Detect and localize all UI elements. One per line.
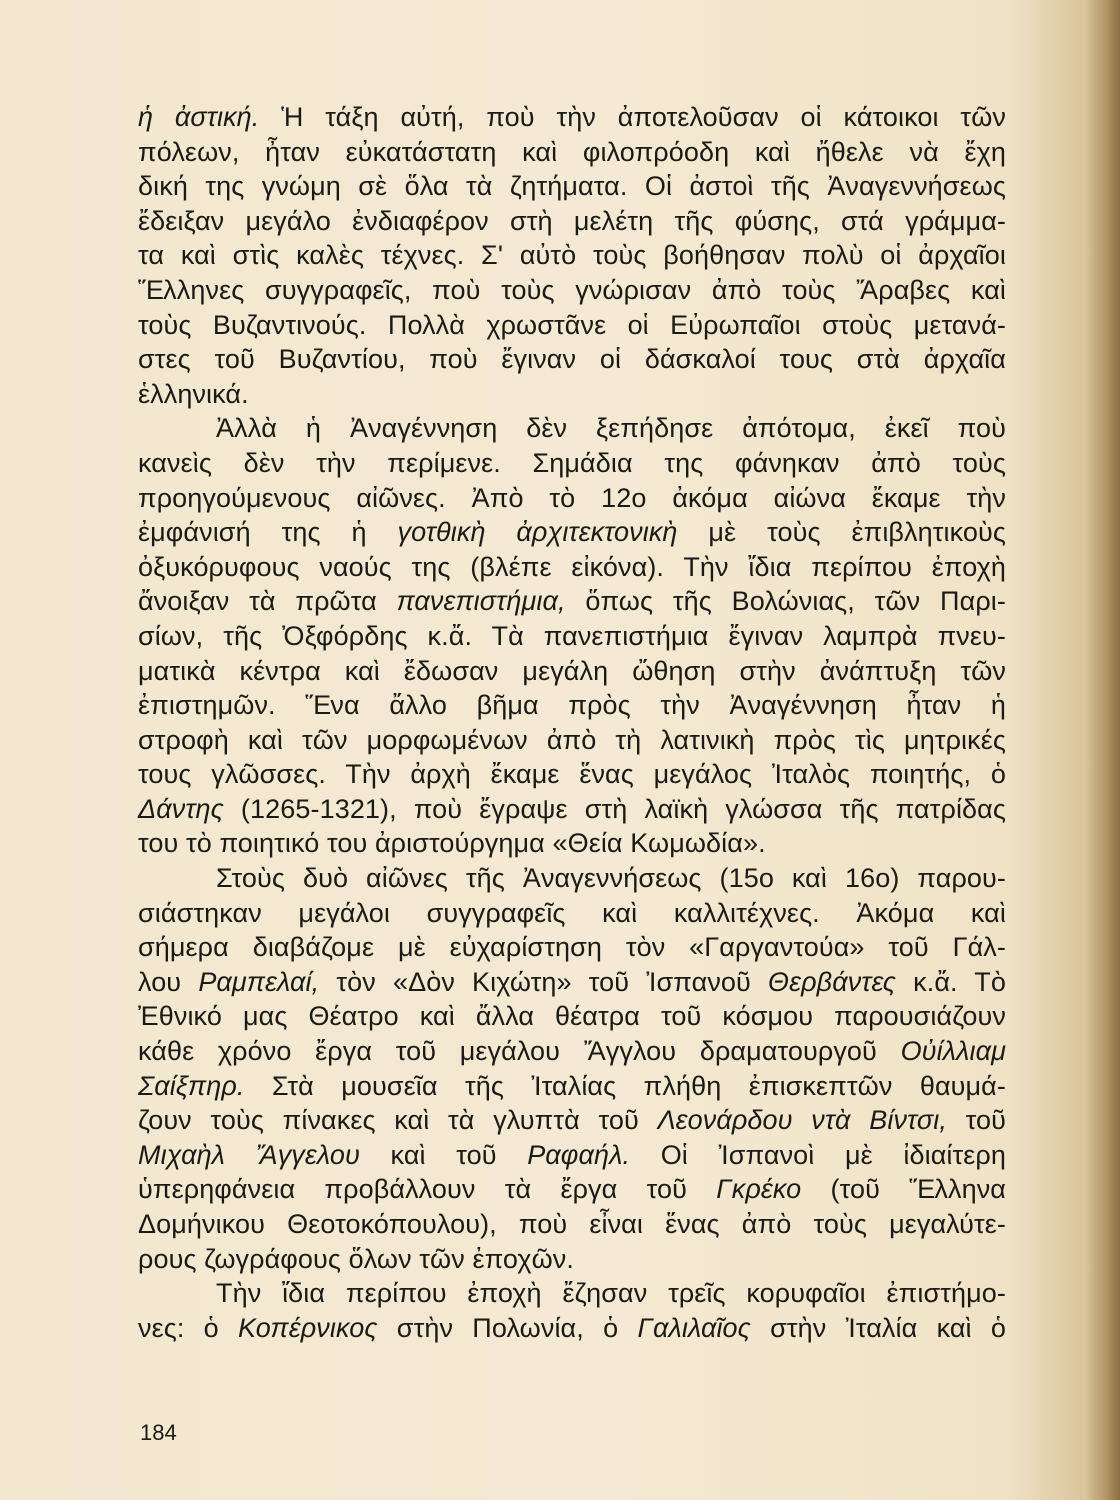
text-line (138, 515, 1006, 550)
italic-term: Δάντης (138, 793, 224, 824)
text-line (138, 1103, 1006, 1138)
text-run: στὴν Ἰταλία καὶ ὁ (750, 1312, 1006, 1343)
text-run: στες τοῦ Βυζαντίου, ποὺ ἔγιναν οἱ δάσκαλοί τους στὰ ἀρχαῖα (138, 344, 1006, 375)
text-run: ζουν τοὺς πίνακες καὶ τὰ γλυπτὰ τοῦ (138, 1105, 658, 1136)
text-run: σίων, τῆς Ὀξφόρδης κ.ἄ. Τὰ πανεπιστήμια ἔγιναν λαμπρὰ πνευ- (138, 620, 1006, 651)
text-run: ἔδειξαν μεγάλο ἐνδιαφέρον στὴ μελέτη τῆς φύσης, στά γράμμα- (138, 205, 1006, 236)
text-run: ὑπερηφάνεια προβάλλουν τὰ ἔργα τοῦ (138, 1174, 717, 1205)
text-run: δική της γνώμη σὲ ὅλα τὰ ζητήματα. Οἱ ἀστοὶ τῆς Ἀναγεννήσεως (138, 171, 1006, 202)
text-line (138, 1242, 1006, 1277)
italic-term: Μιχαὴλ Ἄγγελου (138, 1139, 360, 1170)
italic-term: ἡ ἀστική. (138, 102, 260, 132)
text-run: σιάστηκαν μεγάλοι συγγραφεῖς καὶ καλλιτέχνες. Ἀκόμα καὶ (138, 897, 1006, 928)
text-line (138, 584, 1006, 619)
text-run: νες: ὁ (138, 1312, 239, 1343)
text-run: (τοῦ Ἕλληνα (801, 1174, 1007, 1205)
italic-term: Κοπέρνικος (238, 1312, 378, 1343)
text-run: Δομήνικου Θεοτοκόπουλου), ποὺ εἶναι ἕνας ἀπὸ τοὺς μεγαλύτε- (138, 1209, 1006, 1239)
text-line (138, 1207, 1006, 1242)
text-line (138, 1172, 1006, 1207)
page-edge-shadow (1086, 0, 1120, 1500)
italic-term: Ραφαήλ. (527, 1139, 631, 1170)
text-line (138, 826, 1006, 861)
text-line (138, 308, 1006, 343)
text-line (138, 135, 1006, 170)
text-line (138, 1276, 1006, 1311)
text-run: στροφὴ καὶ τῶν μορφωμένων ἀπὸ τὴ λατινικὴ πρὸς τὶς μητρικές (138, 724, 1006, 755)
text-run: Ἀλλὰ ἡ Ἀναγέννηση δὲν ξεπήδησε ἀπότομα, ἐκεῖ ποὺ (216, 413, 1006, 444)
text-line (138, 238, 1006, 273)
text-line (138, 169, 1006, 204)
text-run: ὀξυκόρυφους ναούς της (βλέπε εἰκόνα). Τὴν ἴδια περίπου ἐποχὴ (138, 551, 1006, 582)
text-run: κ.ἄ. Τὸ (895, 966, 1007, 997)
text-line (138, 204, 1006, 239)
text-run: ἐπιστημῶν. Ἕνα ἄλλο βῆμα πρὸς τὴν Ἀναγέννηση ἦταν ἡ (138, 690, 1006, 721)
text-line (138, 757, 1006, 792)
italic-term: Ραμπελαί, (198, 966, 320, 997)
text-run: καὶ τοῦ (359, 1139, 528, 1170)
italic-term: Λεονάρδου ντὰ Βίντσι, (657, 1105, 947, 1136)
text-line (138, 1138, 1006, 1173)
text-line (138, 688, 1006, 723)
italic-term: Σαίξπηρ. (138, 1070, 245, 1101)
italic-term: Οὐίλλιαμ (900, 1036, 1006, 1067)
text-run: Στὰ μουσεῖα τῆς Ἰταλίας πλήθη ἐπισκεπτῶν θαυμά- (244, 1070, 1006, 1101)
text-run: κάθε χρόνο ἔργα τοῦ μεγάλου Ἄγγλου δραματουργοῦ (138, 1036, 901, 1067)
text-run: προηγούμενους αἰῶνες. Ἀπὸ τὸ 12ο ἀκόμα αἰώνα ἔκαμε τὴν (138, 482, 1006, 513)
italic-term: Γαλιλαῖος (637, 1312, 751, 1343)
text-line (138, 930, 1006, 965)
text-run: του τὸ ποιητικό του ἀριστούργημα «Θεία Κωμωδία». (138, 828, 766, 859)
text-line (138, 1034, 1006, 1069)
text-line (138, 654, 1006, 689)
text-line (138, 896, 1006, 931)
text-line (138, 550, 1006, 585)
text-run: λου (138, 966, 199, 997)
text-line (138, 861, 1006, 896)
text-run: ἐμφάνισή της ἡ (138, 517, 398, 548)
text-run: τοῦ (946, 1105, 1006, 1136)
text-run: ρους ζωγράφους ὅλων τῶν ἐποχῶν. (138, 1243, 574, 1274)
text-run: τα καὶ στὶς καλὲς τέχνες. Σ' αὐτὸ τοὺς βοήθησαν πολὺ οἱ ἀρχαῖοι (138, 240, 1006, 271)
text-line (138, 619, 1006, 654)
text-run: Ἐθνικό μας Θέατρο καὶ ἄλλα θέατρα τοῦ κόσμου παρουσιάζουν (138, 1001, 1006, 1032)
italic-term: Γκρέκο (716, 1174, 802, 1205)
text-run: ματικὰ κέντρα καὶ ἔδωσαν μεγάλη ὤθηση στὴν ἀνάπτυξη τῶν (138, 655, 1006, 686)
text-run: μὲ τοὺς ἐπιβλητικοὺς (677, 517, 1006, 548)
body-text (138, 100, 1006, 1345)
italic-term: γοτθικὴ ἀρχιτεκτονικὴ (397, 517, 678, 548)
text-line (138, 273, 1006, 308)
text-run: σήμερα διαβάζομε μὲ εὐχαρίστηση τὸν «Γαργαντούα» τοῦ Γάλ- (138, 932, 1006, 963)
text-line (138, 377, 1006, 412)
text-line (138, 1069, 1006, 1104)
text-run: Ἕλληνες συγγραφεῖς, ποὺ τοὺς γνώρισαν ἀπὸ τοὺς Ἄραβες καὶ (138, 274, 1006, 305)
text-run: ὅπως τῆς Βολώνιας, τῶν Παρι- (565, 586, 1006, 617)
text-run: τους γλῶσσες. Τὴν ἀρχὴ ἔκαμε ἕνας μεγάλος Ἰταλὸς ποιητής, ὁ (138, 759, 1006, 790)
text-run: τὸν «Δὸν Κιχώτη» τοῦ Ἰσπανοῦ (319, 966, 769, 997)
text-run: τοὺς Βυζαντινούς. Πολλὰ χρωστᾶνε οἱ Εὐρωπαῖοι στοὺς μετανά- (138, 309, 1006, 340)
text-run: Τὴν ἴδια περίπου ἐποχὴ ἔζησαν τρεῖς κορυφαῖοι ἐπιστήμο- (216, 1278, 1006, 1309)
italic-term: πανεπιστήμια, (396, 586, 566, 617)
text-run: Ἡ τάξη αὐτή, ποὺ τὴν ἀποτελοῦσαν οἱ κάτοικοι τῶν (259, 102, 1006, 132)
text-run: Στοὺς δυὸ αἰῶνες τῆς Ἀναγεννήσεως (15ο καὶ 16ο) παρου- (216, 863, 1006, 894)
text-line (138, 100, 1006, 135)
text-run: πόλεων, ἦταν εὐκατάστατη καὶ φιλοπρόοδη καὶ ἤθελε νὰ ἔχη (138, 136, 1006, 167)
text-run: στὴν Πολωνία, ὁ (377, 1312, 638, 1343)
text-line (138, 999, 1006, 1034)
text-run: ἄνοιξαν τὰ πρῶτα (138, 586, 397, 617)
text-line (138, 481, 1006, 516)
text-line (138, 723, 1006, 758)
page-number: 184 (140, 1420, 177, 1445)
text-line (138, 965, 1006, 1000)
text-line (138, 411, 1006, 446)
text-run: (1265-1321), ποὺ ἔγραψε στὴ λαϊκὴ γλώσσα τῆς πατρίδας (223, 793, 1006, 824)
text-run: Οἱ Ἰσπανοὶ μὲ ἰδιαίτερη (630, 1139, 1006, 1170)
text-line (138, 342, 1006, 377)
text-line (138, 446, 1006, 481)
text-run: κανεὶς δὲν τὴν περίμενε. Σημάδια της φάνηκαν ἀπὸ τοὺς (138, 447, 1006, 478)
text-run: ἑλληνικά. (138, 378, 249, 409)
text-line (138, 792, 1006, 827)
italic-term: Θερβάντες (768, 966, 896, 997)
text-line (138, 1311, 1006, 1346)
